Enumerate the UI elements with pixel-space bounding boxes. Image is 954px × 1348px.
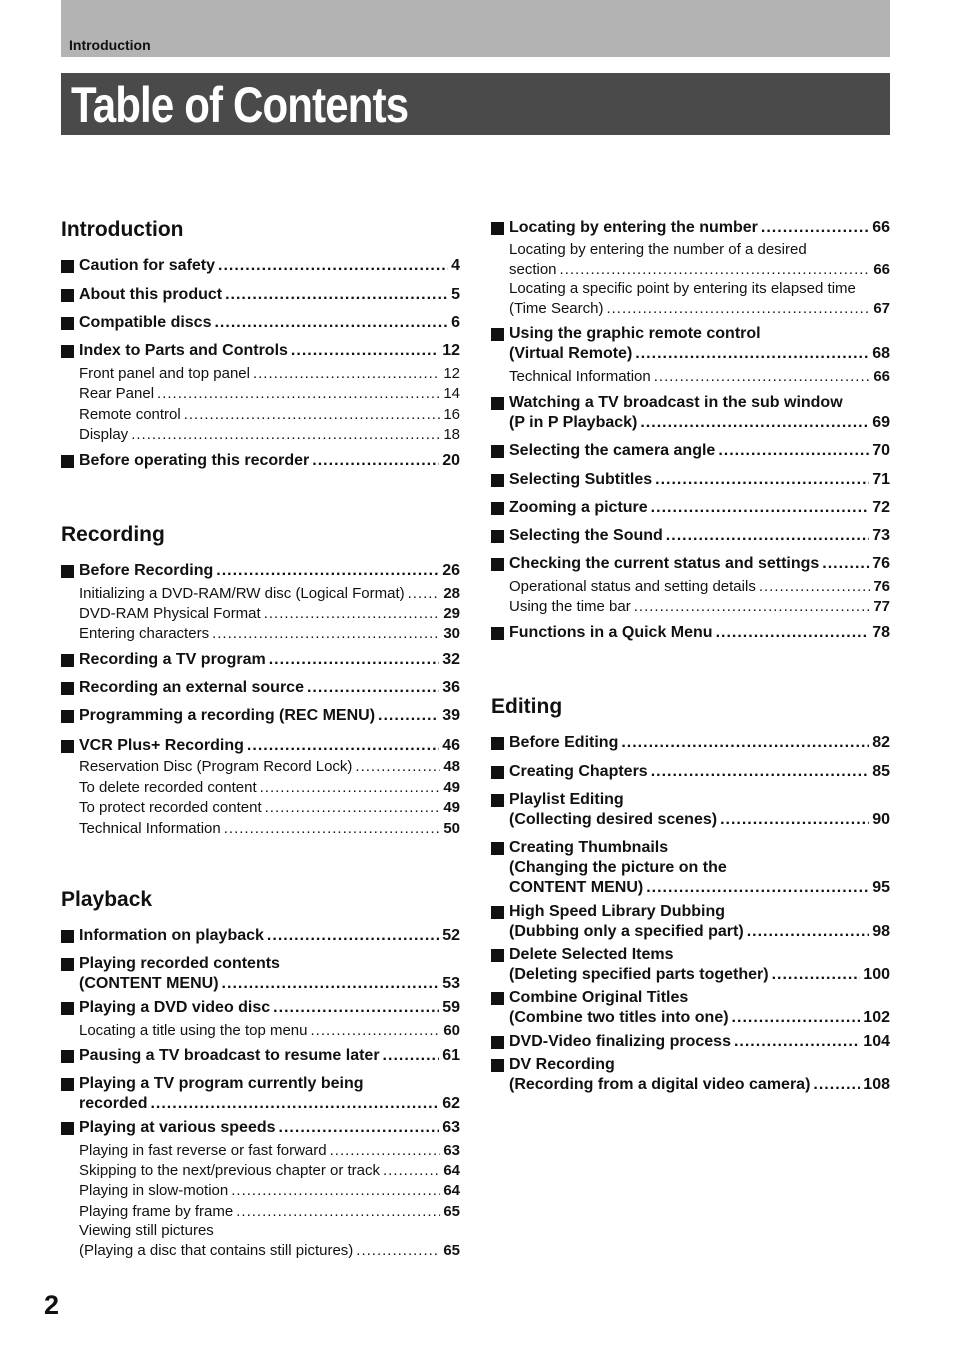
section-label: Introduction	[69, 37, 151, 53]
toc-subentry[interactable]: Viewing still pictures (Playing a disc that contains still pictures) ..... 65	[61, 1221, 460, 1261]
toc-entry[interactable]: Index to Parts and Controls ..... 12	[61, 341, 460, 361]
square-bullet-icon	[491, 766, 504, 779]
toc-entry[interactable]: Caution for safety ..... 4	[61, 256, 460, 276]
toc-subentry[interactable]: Playing in slow-motion ..... 64	[61, 1181, 460, 1201]
square-bullet-icon	[61, 345, 74, 358]
title-bar	[61, 73, 890, 135]
square-bullet-icon	[491, 328, 504, 341]
square-bullet-icon	[61, 1002, 74, 1015]
toc-entry[interactable]: VCR Plus+ Recording ..... 46	[61, 736, 460, 756]
square-bullet-icon	[61, 455, 74, 468]
toc-entry[interactable]: High Speed Library Dubbing (Dubbing only a specified part) ..... 98	[491, 902, 890, 942]
square-bullet-icon	[491, 627, 504, 640]
toc-entry[interactable]: Playing recorded contents (CONTENT MENU) ..... 53	[61, 954, 460, 994]
square-bullet-icon	[491, 906, 504, 919]
toc-entry[interactable]: Selecting the camera angle ..... 70	[491, 441, 890, 461]
toc-entry[interactable]: Before Recording ..... 26	[61, 561, 460, 581]
section-heading-editing: Editing	[491, 695, 563, 718]
toc-subentry[interactable]: Rear Panel ..... 14	[61, 384, 460, 404]
square-bullet-icon	[61, 930, 74, 943]
toc-subentry[interactable]: Entering characters ..... 30	[61, 624, 460, 644]
page-number: 2	[44, 1290, 60, 1320]
toc-entry[interactable]: Playing at various speeds ..... 63	[61, 1118, 460, 1138]
square-bullet-icon	[61, 682, 74, 695]
toc-subentry[interactable]: Locating a title using the top menu ..... 60	[61, 1021, 460, 1041]
toc-entry[interactable]: Combine Original Titles (Combine two titles into one) ..... 102	[491, 988, 890, 1028]
toc-subentry[interactable]: Locating a specific point by entering its elapsed time (Time Search) ..... 67	[491, 279, 890, 319]
square-bullet-icon	[491, 737, 504, 750]
toc-subentry[interactable]: Front panel and top panel ..... 12	[61, 364, 460, 384]
toc-entry[interactable]: About this product ..... 5	[61, 285, 460, 305]
square-bullet-icon	[61, 654, 74, 667]
square-bullet-icon	[491, 1036, 504, 1049]
toc-entry[interactable]: Compatible discs ..... 6	[61, 313, 460, 333]
toc-entry[interactable]: Zooming a picture ..... 72	[491, 498, 890, 518]
toc-subentry[interactable]: Playing in fast reverse or fast forward ..... 63	[61, 1141, 460, 1161]
toc-entry[interactable]: Locating by entering the number ..... 66	[491, 218, 890, 238]
section-heading-introduction: Introduction	[61, 218, 184, 241]
square-bullet-icon	[61, 1078, 74, 1091]
section-heading-playback: Playback	[61, 888, 153, 911]
toc-subentry[interactable]: DVD-RAM Physical Format ..... 29	[61, 604, 460, 624]
square-bullet-icon	[491, 794, 504, 807]
square-bullet-icon	[491, 502, 504, 515]
square-bullet-icon	[491, 222, 504, 235]
square-bullet-icon	[491, 992, 504, 1005]
toc-subentry[interactable]: Playing frame by frame ..... 65	[61, 1202, 460, 1222]
toc-entry[interactable]: Selecting the Sound ..... 73	[491, 526, 890, 546]
toc-subentry[interactable]: Skipping to the next/previous chapter or track ..... 64	[61, 1161, 460, 1181]
square-bullet-icon	[61, 710, 74, 723]
toc-entry[interactable]: DV Recording (Recording from a digital video camera) ..... 108	[491, 1055, 890, 1095]
square-bullet-icon	[491, 397, 504, 410]
square-bullet-icon	[491, 474, 504, 487]
toc-subentry[interactable]: Using the time bar ..... 77	[491, 597, 890, 617]
header-band	[61, 0, 890, 57]
toc-entry[interactable]: Programming a recording (REC MENU) ..... 39	[61, 706, 460, 726]
toc-entry[interactable]: Watching a TV broadcast in the sub window (P in P Playback) ..... 69	[491, 393, 890, 433]
toc-subentry[interactable]: Technical Information ..... 66	[491, 367, 890, 387]
toc-entry[interactable]: Playing a DVD video disc ..... 59	[61, 998, 460, 1018]
toc-entry[interactable]: DVD-Video finalizing process ..... 104	[491, 1032, 890, 1052]
toc-entry[interactable]: Playing a TV program currently being recorded ..... 62	[61, 1074, 460, 1114]
toc-entry[interactable]: Information on playback ..... 52	[61, 926, 460, 946]
square-bullet-icon	[61, 317, 74, 330]
toc-entry[interactable]: Delete Selected Items (Deleting specified parts together) ..... 100	[491, 945, 890, 985]
toc-entry[interactable]: Pausing a TV broadcast to resume later ..... 61	[61, 1046, 460, 1066]
toc-subentry[interactable]: Locating by entering the number of a desired section ..... 66	[491, 240, 890, 280]
square-bullet-icon	[491, 842, 504, 855]
toc-entry[interactable]: Checking the current status and settings ..... 76	[491, 554, 890, 574]
square-bullet-icon	[61, 260, 74, 273]
toc-subentry[interactable]: Initializing a DVD-RAM/RW disc (Logical Format) ..... 28	[61, 584, 460, 604]
toc-entry[interactable]: Creating Chapters ..... 85	[491, 762, 890, 782]
square-bullet-icon	[491, 1059, 504, 1072]
toc-entry[interactable]: Using the graphic remote control (Virtual Remote) ..... 68	[491, 324, 890, 364]
section-heading-recording: Recording	[61, 523, 165, 546]
toc-entry[interactable]: Functions in a Quick Menu ..... 78	[491, 623, 890, 643]
square-bullet-icon	[491, 530, 504, 543]
square-bullet-icon	[491, 949, 504, 962]
page-title: Table of Contents	[71, 77, 409, 133]
square-bullet-icon	[61, 289, 74, 302]
toc-subentry[interactable]: Remote control ..... 16	[61, 405, 460, 425]
toc-subentry[interactable]: To delete recorded content ..... 49	[61, 778, 460, 798]
toc-subentry[interactable]: Display ..... 18	[61, 425, 460, 445]
square-bullet-icon	[61, 1050, 74, 1063]
toc-entry[interactable]: Creating Thumbnails (Changing the picture on the CONTENT MENU) ..... 95	[491, 838, 890, 898]
toc-entry[interactable]: Playlist Editing (Collecting desired scenes) ..... 90	[491, 790, 890, 830]
toc-subentry[interactable]: Technical Information ..... 50	[61, 819, 460, 839]
toc-entry[interactable]: Before operating this recorder ..... 20	[61, 451, 460, 471]
square-bullet-icon	[61, 740, 74, 753]
toc-subentry[interactable]: Operational status and setting details ..... 76	[491, 577, 890, 597]
toc-entry[interactable]: Recording an external source ..... 36	[61, 678, 460, 698]
square-bullet-icon	[61, 565, 74, 578]
toc-subentry[interactable]: Reservation Disc (Program Record Lock) ..... 48	[61, 757, 460, 777]
square-bullet-icon	[61, 1122, 74, 1135]
square-bullet-icon	[491, 445, 504, 458]
square-bullet-icon	[61, 958, 74, 971]
square-bullet-icon	[491, 558, 504, 571]
toc-entry[interactable]: Recording a TV program ..... 32	[61, 650, 460, 670]
toc-subentry[interactable]: To protect recorded content ..... 49	[61, 798, 460, 818]
toc-entry[interactable]: Selecting Subtitles ..... 71	[491, 470, 890, 490]
toc-entry[interactable]: Before Editing ..... 82	[491, 733, 890, 753]
